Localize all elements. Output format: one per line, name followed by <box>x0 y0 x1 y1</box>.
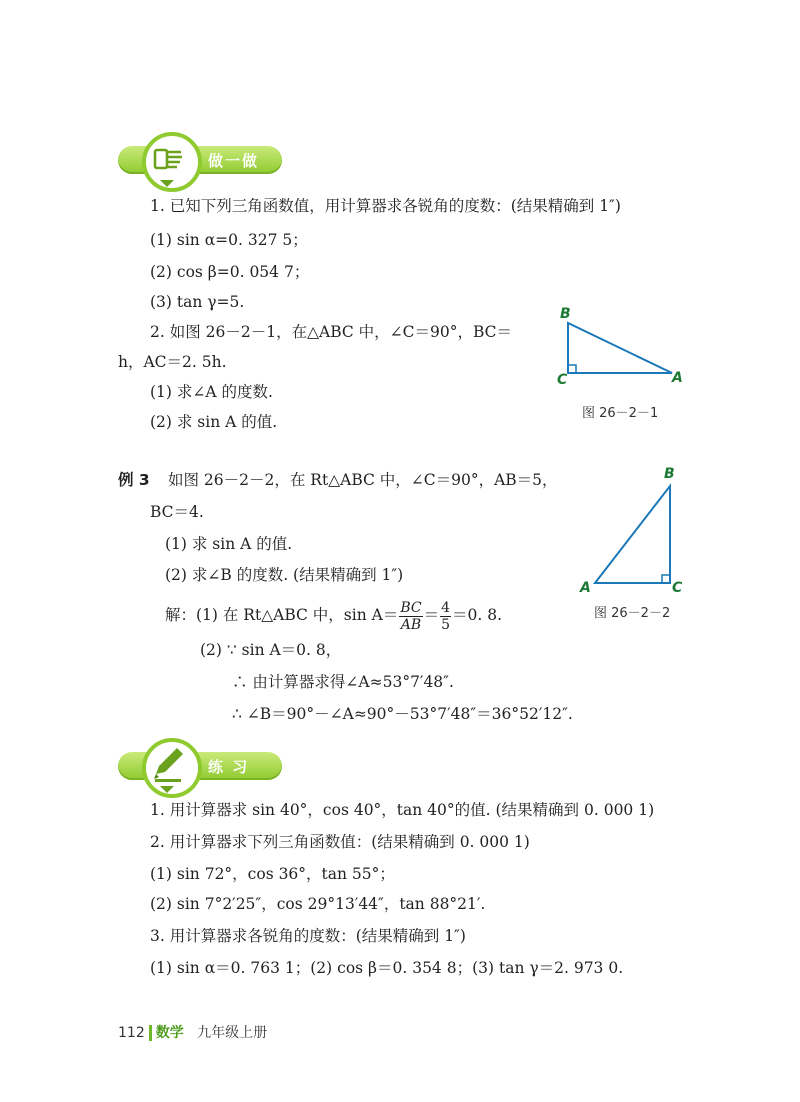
task-q1-1: (1) sin α=0. 327 5； <box>150 231 308 249</box>
fig2-vertex-c: C <box>672 580 683 596</box>
task-q2-2: (2) 求 sin A 的值. <box>150 413 278 431</box>
page-footer <box>118 1022 267 1042</box>
solution-result: ＝0. 8. <box>452 606 503 624</box>
task-q2-1: (1) 求∠A 的度数. <box>150 383 273 401</box>
banner-title: 做一做 <box>208 152 260 170</box>
right-angle-mark <box>662 575 670 583</box>
example-line2: BC＝4. <box>150 503 204 521</box>
task-q1-3: (3) tan γ=5. <box>150 293 245 311</box>
practice-p3-1: (1) sin α＝0. 763 1；(2) cos β＝0. 354 8；(3) tan γ＝2. 973 0. <box>150 959 624 977</box>
footer-divider <box>149 1025 152 1041</box>
banner-tip <box>160 786 174 793</box>
solution-prefix: 解：(1) 在 Rt△ABC 中，sin A＝ <box>165 606 399 624</box>
solution-part2-line2: ∴ 由计算器求得∠A≈53°7′48″. <box>232 673 454 691</box>
task-q2-line1: 2. 如图 26－2－1，在△ABC 中，∠C＝90°，BC＝ <box>150 323 513 341</box>
figure-26-2-2 <box>580 470 690 590</box>
banner-do-it <box>118 142 288 178</box>
practice-p2-1: (1) sin 72°，cos 36°，tan 55°； <box>150 865 395 883</box>
example-label: 例 3 <box>118 471 150 489</box>
task-q2-line2: h，AC＝2. 5h. <box>118 353 227 371</box>
fig1-vertex-a: A <box>672 370 683 386</box>
example-line1: 如图 26－2－2，在 Rt△ABC 中，∠C＝90°，AB＝5， <box>168 471 558 489</box>
figure-26-2-1 <box>550 305 690 385</box>
practice-p1: 1. 用计算器求 sin 40°，cos 40°，tan 40°的值. (结果精确到 0. 000 1) <box>150 801 655 819</box>
fig2-vertex-a: A <box>580 580 591 596</box>
task-q1-2: (2) cos β=0. 054 7； <box>150 263 310 281</box>
example-q2: (2) 求∠B 的度数. (结果精确到 1″) <box>165 566 404 584</box>
practice-p2-2: (2) sin 7°2′25″，cos 29°13′44″，tan 88°21′. <box>150 895 486 913</box>
task-q1: 1. 已知下列三角函数值，用计算器求各锐角的度数：(结果精确到 1″) <box>150 197 621 215</box>
fraction-bc-ab <box>399 600 422 633</box>
right-angle-mark <box>568 365 576 373</box>
fig1-vertex-c: C <box>557 372 568 388</box>
solution-part2-line1: (2) ∵ sin A＝0. 8， <box>200 641 342 659</box>
fraction-numerator: 4 <box>441 599 451 616</box>
example-q1: (1) 求 sin A 的值. <box>165 535 293 553</box>
fraction-numerator: BC <box>400 599 422 616</box>
page-number: 112 <box>118 1025 145 1041</box>
hand-icon <box>146 136 190 180</box>
solution-part2-line3: ∴ ∠B＝90°－∠A≈90°－53°7′48″＝36°52′12″. <box>232 705 573 723</box>
practice-p2: 2. 用计算器求下列三角函数值：(结果精确到 0. 000 1) <box>150 833 530 851</box>
banner-title: 练 习 <box>208 758 250 776</box>
fig2-vertex-b: B <box>664 466 675 482</box>
triangle <box>568 323 672 373</box>
practice-p3: 3. 用计算器求各锐角的度数：(结果精确到 1″) <box>150 927 466 945</box>
fig1-vertex-b: B <box>560 306 571 322</box>
fig2-caption: 图 26－2－2 <box>594 606 671 621</box>
triangle <box>595 486 670 583</box>
banner-practice <box>118 748 288 784</box>
pencil-icon <box>146 742 190 786</box>
equals-sign: ＝ <box>423 606 440 624</box>
fraction-denominator: 5 <box>441 616 451 633</box>
fraction-4-5 <box>440 600 451 633</box>
fraction-denominator: AB <box>400 616 422 633</box>
footer-subject: 数学 <box>155 1025 184 1041</box>
solution-part1 <box>165 595 502 635</box>
footer-grade: 九年级上册 <box>197 1025 268 1041</box>
fig1-caption: 图 26－2－1 <box>582 406 659 421</box>
banner-tip <box>160 180 174 187</box>
